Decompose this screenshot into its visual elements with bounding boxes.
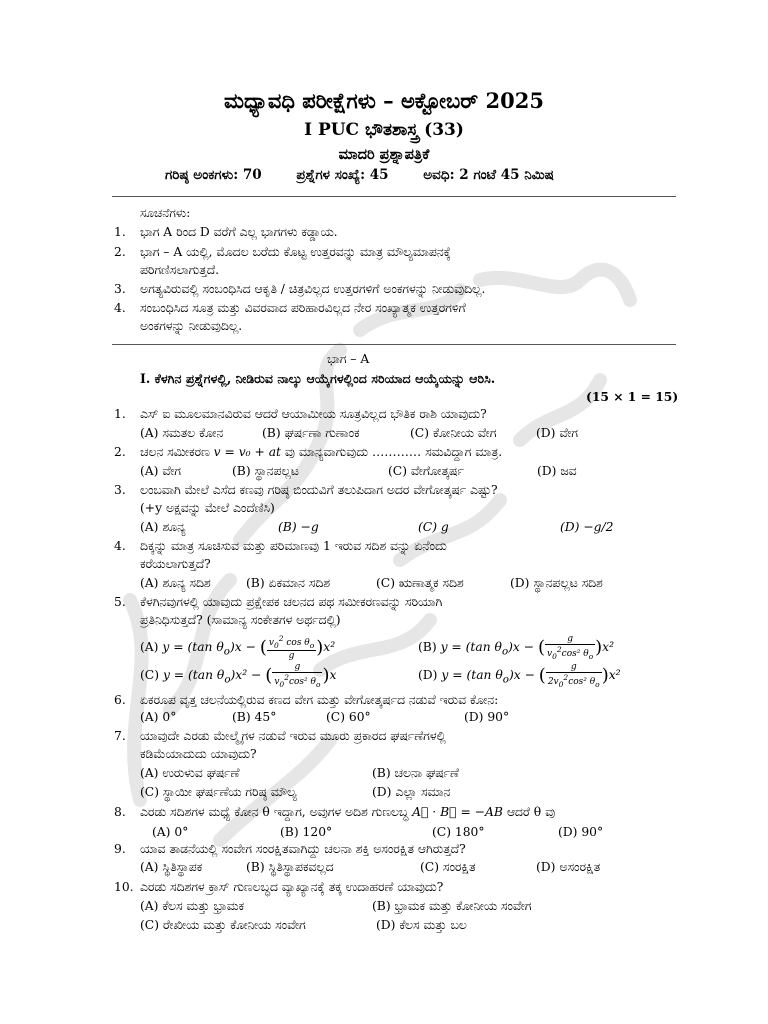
instruction-text: ಅಗತ್ಯವಿರುವಲ್ಲಿ ಸಂಬಂಧಿಸಿದ ಆಕೃತಿ / ಚಿತ್ರವಿಲ್ಲದ ಉತ್ತರಗಳಿಗೆ ಅಂಕಗಳನ್ನು ನೀಡುವುದಿಲ್ಲ. [140,282,486,296]
exam-title: ಮಧ್ಯಾವಧಿ ಪರೀಕ್ಷೆಗಳು – ಅಕ್ಟೋಬರ್ 2025 [224,88,544,113]
option: (B) ಸ್ಥಾನಪಲ್ಲಟ [232,464,299,478]
option: (C) ರೇಖೀಯ ಮತ್ತು ಕೋನೀಯ ಸಂವೇಗ [140,918,306,932]
option: (C) ವೇಗೋತ್ಕರ್ಷ [388,464,464,478]
instruction-text: ಭಾಗ – A ಯಲ್ಲಿ, ಮೊದಲ ಬರೆದು ಕೊಟ್ಟ ಉತ್ತರವನ್ನು ಮಾತ್ರ ಮೌಲ್ಯಮಾಪನಕ್ಕೆ [140,245,451,259]
option: (B) −g [278,520,319,534]
option: (C) ಕೋನೀಯ ವೇಗ [410,426,497,440]
question-text: ಯಾವ ತಾಡನೆಯಲ್ಲಿ ಸಂವೇಗ ಸಂರಕ್ಷಿತವಾಗಿದ್ದು ಚಲನಾ ಶಕ್ತಿ ಅಸಂರಕ್ಷಿತ ಆಗಿರುತ್ತದೆ? [140,842,466,856]
equation: v = v₀ + at [213,445,281,459]
option: (A) ಶೂನ್ಯ ಸದಿಶ [140,576,211,590]
question-text-part: ವು ಮಾನ್ಯವಾಗುವುದು ………… ಸಮವಿದ್ದಾಗ ಮಾತ್ರ. [284,445,503,459]
paper-type: ಮಾದರಿ ಪ್ರಶ್ನಾಪತ್ರಿಕೆ [338,146,430,163]
instruction-text: ಪರಿಗಣಿಸಲಾಗುತ್ತದೆ. [140,263,220,277]
question-count: ಪ್ರಶ್ನೆಗಳ ಸಂಖ್ಯೆ: 45 [296,167,389,183]
option-formula-a: (A) y = (tan $\theta_o)x$ − ( $\frac{v_0^2 \cos \theta_o}{g}$ )x² [140,634,336,661]
option: (C) g [418,520,449,534]
instruction-text: ಭಾಗ A ರಿಂದ D ವರೆಗೆ ಎಲ್ಲ ಭಾಗಗಳು ಕಡ್ಡಾಯ. [140,225,338,239]
option: (A) 0° [140,710,177,724]
question-text: ಏಕರೂಪ ವೃತ್ತ ಚಲನೆಯಲ್ಲಿರುವ ಕಣದ ವೇಗ ಮತ್ತು ವೇಗೋತ್ಕರ್ಷದ ನಡುವೆ ಇರುವ ಕೋನ: [140,693,499,707]
question-text: ಕೆಳಗಿನವುಗಳಲ್ಲಿ ಯಾವುದು ಪ್ರಕ್ಷೇಪಕ ಚಲನದ ಪಥ ಸಮೀಕರಣವನ್ನು ಸರಿಯಾಗಿ [140,595,443,609]
option: (D) ಅಸಂರಕ್ಷಿತ [536,860,601,874]
option-formula-d: (D) y = (tan $\theta_o)x$ − ( $\frac{g}{2v_0^2\cos^2 \theta_o}$ )x² [418,662,621,689]
instruction-number: 1. [114,225,126,239]
question-number: 10. [114,880,134,894]
option-label: (A) [140,639,159,654]
question-number: 8. [114,805,126,819]
subject-title: I PUC ಭೌತಶಾಸ್ತ್ರ (33) [304,120,464,140]
option: (B) ಸ್ಥಿತಿಸ್ಥಾಪಕವಲ್ಲದ [246,860,334,874]
duration: ಅವಧಿ: 2 ಗಂಟೆ 45 ನಿಮಿಷ [423,167,554,183]
option: (B) 45° [232,710,277,724]
option: (A) ಶೂನ್ಯ [140,520,186,534]
option: (B) 120° [280,825,333,839]
question-number: 1. [114,407,126,421]
option: (C) 180° [432,825,485,839]
question-text-part: ಎರಡು ಸದಿಶಗಳ ಮಧ್ಯೆ ಕೋನ θ ಇದ್ದಾಗ, ಅವುಗಳ ಅದಿಶ ಗುಣಲಬ್ಧ [140,805,409,819]
instruction-number: 2. [114,245,126,259]
part-marks: (15 × 1 = 15) [586,389,679,404]
option: (C) 60° [326,710,371,724]
equation: A⃗ · B⃗ = −AB [412,805,503,819]
option-label: (C) [140,667,160,682]
question-text [140,805,555,820]
question-text-part: ಆದರೆ θ ವು [506,805,556,819]
question-text: ಕಡಿಮೆಯಾದುದು ಯಾವುದು? [140,747,257,761]
question-text: ಲಂಬವಾಗಿ ಮೇಲೆ ಎಸೆದ ಕಣವು ಗರಿಷ್ಠ ಬಿಂದುವಿಗೆ ತಲುಪಿದಾಗ ಅದರ ವೇಗೋತ್ಕರ್ಷ ಎಷ್ಟು? [140,483,498,497]
instruction-text: ಅಂಕಗಳನ್ನು ನೀಡುವುದಿಲ್ಲ. [140,319,243,333]
option: (B) ಏಕಮಾನ ಸದಿಶ [246,576,330,590]
question-text [140,445,502,460]
exam-meta [165,167,584,183]
option-label: (B) [418,639,437,654]
question-number: 2. [114,445,126,459]
option-label: (D) [418,667,438,682]
option: (D) −g/2 [560,520,614,534]
part-title: ಭಾಗ – A [327,352,370,366]
question-number: 9. [114,842,126,856]
question-text: ಪ್ರತಿನಿಧಿಸುತ್ತದೆ? (ಸಾಮಾನ್ಯ ಸಂಕೇತಗಳ ಅರ್ಥದಲ್ಲಿ) [140,613,341,627]
option: (A) ವೇಗ [140,464,181,478]
instruction-number: 3. [114,282,126,296]
divider [112,196,676,197]
question-text: (+y ಅಕ್ಷವನ್ನು ಮೇಲೆ ಎಂದೆಣಿಸಿ) [140,501,275,515]
question-number: 6. [114,693,126,707]
instruction-number: 4. [114,301,126,315]
option-formula-b: (B) y = (tan $\theta_o)x$ − ( $\frac{g}{v_0^2\cos^2 \theta_o}$ )x² [418,634,615,661]
option: (A) ಸಮತಲ ಕೋನ [140,426,224,440]
option-formula-c: (C) y = (tan $\theta_o)x^2$ − ( $\frac{g}{v_0^2\cos^2 \theta_o}$ )x [140,662,337,689]
option: (B) ಘರ್ಷಣಾ ಗುಣಾಂಕ [262,426,360,440]
option: (D) ಎಲ್ಲಾ ಸಮಾನ [372,785,451,799]
question-text: ಎಸ್ ಐ ಮೂಲಮಾನವಿರುವ ಆದರೆ ಆಯಾಮೀಯ ಸೂತ್ರವಿಲ್ಲದ ಭೌತಿಕ ರಾಶಿ ಯಾವುದು? [140,407,487,421]
instructions-title: ಸೂಚನೆಗಳು: [140,206,191,220]
option: (D) ಜವ [537,464,577,478]
question-text: ದಿಕ್ಕನ್ನು ಮಾತ್ರ ಸೂಚಿಸುವ ಮತ್ತು ಪರಿಮಾಣವು 1 ಇರುವ ಸದಿಶ ವನ್ನು ಏನೆಂದು [140,539,447,553]
option: (C) ಸ್ಥಾಯೀ ಘರ್ಷಣೆಯ ಗರಿಷ್ಠ ಮೌಲ್ಯ [140,785,297,799]
question-text: ಕರೆಯಲಾಗುತ್ತದೆ? [140,557,211,571]
option: (D) 90° [558,825,604,839]
question-number: 5. [114,595,126,609]
question-number: 3. [114,483,126,497]
option: (D) ವೇಗ [536,426,578,440]
question-text: ಯಾವುದೇ ಎರಡು ಮೇಲ್ಮೈಗಳ ನಡುವೆ ಇರುವ ಮೂರು ಪ್ರಕಾರದ ಘರ್ಷಣೆಗಳಲ್ಲಿ [140,729,446,743]
question-number: 4. [114,539,126,553]
max-marks: ಗರಿಷ್ಠ ಅಂಕಗಳು: 70 [165,167,262,183]
option: (B) ಭ್ರಾಮಕ ಮತ್ತು ಕೋನೀಯ ಸಂವೇಗ [372,899,532,913]
part-heading: I. ಕೆಳಗಿನ ಪ್ರಶ್ನೆಗಳಲ್ಲಿ, ನೀಡಿರುವ ನಾಲ್ಕು ಆಯ್ಕೆಗಳಲ್ಲಿಂದ ಸರಿಯಾದ ಆಯ್ಕೆಯನ್ನು ಆರಿಸಿ. [140,371,496,386]
option: (A) ಕೆಲಸ ಮತ್ತು ಭ್ರಾಮಕ [140,899,245,913]
question-text: ಎರಡು ಸದಿಶಗಳ ಕ್ರಾಸ್ ಗುಣಲಬ್ಧದ ವ್ಯಾಖ್ಯಾನಕ್ಕೆ ತಕ್ಕ ಉದಾಹರಣೆ ಯಾವುದು? [140,880,444,894]
divider [112,344,676,345]
option: (A) ಸ್ಥಿತಿಸ್ಥಾಪಕ [140,860,203,874]
instruction-text: ಸಂಬಂಧಿಸಿದ ಸೂತ್ರ ಮತ್ತು ವಿವರವಾದ ಪರಿಹಾರವಿಲ್ಲದ ನೇರ ಸಂಖ್ಯಾತ್ಮಕ ಉತ್ತರಗಳಿಗೆ [140,301,466,315]
option: (D) ಕೆಲಸ ಮತ್ತು ಬಲ [376,918,467,932]
option: (D) 90° [464,710,510,724]
option: (C) ಋಣಾತ್ಮಕ ಸದಿಶ [376,576,464,590]
option: (A) 0° [152,825,189,839]
question-text-part: ಚಲನ ಸಮೀಕರಣ [140,445,210,459]
question-number: 7. [114,729,126,743]
option: (B) ಚಲನಾ ಘರ್ಷಣೆ [372,766,459,780]
option: (C) ಸಂರಕ್ಷಿತ [420,860,476,874]
option: (A) ಉರುಳುವ ಘರ್ಷಣೆ [140,766,240,780]
option: (D) ಸ್ಥಾನಪಲ್ಲಟ ಸದಿಶ [510,576,603,590]
